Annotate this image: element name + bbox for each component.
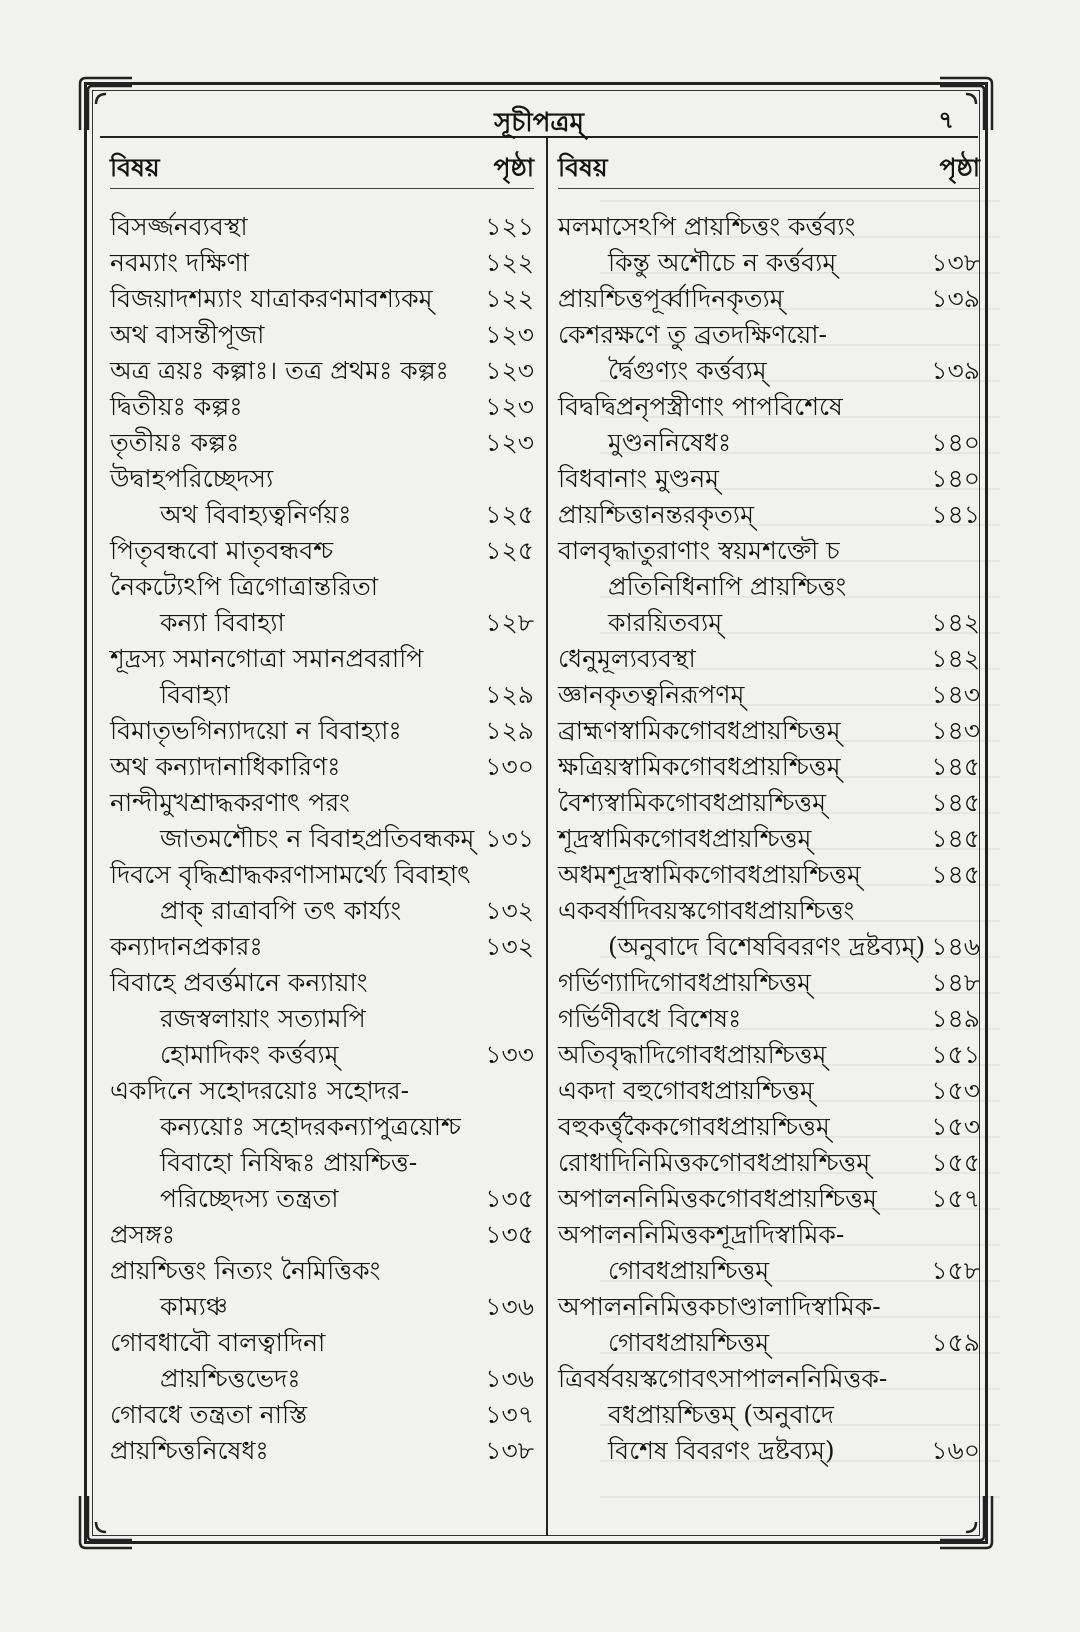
toc-entry-title: কারয়িতব্যম্ [608, 608, 723, 637]
toc-entry-page: ১২২ [485, 284, 534, 313]
toc-entry [558, 641, 980, 677]
toc-entry-title: অপালননিমিত্তকগোবধপ্রায়শ্চিত্তম্ [558, 1184, 877, 1213]
toc-entry [110, 1325, 534, 1397]
toc-entry-title: অতিবৃদ্ধাদিগোবধপ্রায়শ্চিত্তম্ [558, 1040, 827, 1069]
toc-entry-title: রোধাদিনিমিত্তকগোবধপ্রায়শ্চিত্তম্ [558, 1148, 871, 1177]
toc-entry [558, 1217, 980, 1289]
toc-entry-title: অথ বাসন্তীপূজা [110, 320, 265, 349]
toc-entry-title: দ্বিতীয়ঃ কল্পঃ [110, 392, 243, 421]
toc-entry-page: ১২৩ [485, 356, 534, 385]
toc-entry-title: কিন্তু অশৌচে ন কর্ত্তব্যম্ [608, 248, 837, 277]
toc-entry-page: ১২৯ [485, 680, 534, 709]
toc-entry-title: অপালননিমিত্তকশূদ্রাদিস্বামিক- [558, 1220, 845, 1249]
toc-entry [558, 1289, 980, 1361]
toc-entry [558, 497, 980, 533]
toc-entry-title: ত্রিবর্ষবয়স্কগোবৎসাপালননিমিত্তক- [558, 1364, 888, 1393]
toc-entry-title: রজস্বলায়াং সত্যামপি [160, 1004, 366, 1033]
toc-entry-page: ১৩৯ [931, 356, 980, 385]
toc-entry-page: ১২৫ [485, 536, 534, 565]
toc-entry-page: ১৩২ [485, 932, 534, 961]
toc-entry [110, 1073, 534, 1217]
page-number: ৭ [938, 105, 954, 134]
toc-entry-page: ১৫৮ [931, 1256, 980, 1285]
toc-entry-title: তৃতীয়ঃ কল্পঃ [110, 428, 240, 457]
toc-entry [558, 749, 980, 785]
ornament-corner-icon [76, 1492, 136, 1552]
toc-entry-title: অপালননিমিত্তকচাণ্ডালাদিস্বামিক- [558, 1292, 881, 1321]
toc-entry-title: একদা বহুগোবধপ্রায়শ্চিত্তম্ [558, 1076, 814, 1105]
toc-entry-page: ১২৩ [485, 320, 534, 349]
toc-entry-title: কাম্যঞ্চ [160, 1292, 228, 1321]
toc-entry [110, 209, 534, 245]
toc-entry-title: প্রায়শ্চিত্তানন্তরকৃত্যম্ [558, 500, 755, 529]
page-header [100, 96, 978, 138]
toc-entry-title: বিধবানাং মুণ্ডনম্ [558, 464, 720, 493]
toc-entry [110, 857, 534, 929]
toc-entry [558, 713, 980, 749]
toc-entry [110, 929, 534, 965]
toc-entry [558, 461, 980, 497]
toc-entry-page: ১২৩ [485, 392, 534, 421]
toc-entry-title: শূদ্রস্য সমানগোত্রা সমানপ্রবরাপি [110, 644, 424, 673]
toc-entry-title: উদ্বাহপরিচ্ছেদস্য [110, 464, 274, 493]
toc-entry-title: বিবাহে প্রবর্ত্তমানে কন্যায়াং [110, 968, 368, 997]
toc-entry-page: ১৩৫ [485, 1184, 534, 1213]
toc-entry-page: ১৫৩ [931, 1076, 980, 1105]
toc-entry-page: ১৫৫ [931, 1148, 980, 1177]
toc-entry-title: অত্র ত্রয়ঃ কল্পাঃ। তত্র প্রথমঃ কল্পঃ [110, 356, 449, 385]
toc-entry-page: ১৪৫ [931, 752, 980, 781]
toc-entry [558, 785, 980, 821]
page-heading: পৃষ্ঠা [939, 153, 980, 182]
page-heading: পৃষ্ঠা [493, 153, 534, 182]
toc-entry-page: ১৪২ [931, 644, 980, 673]
toc-entry-page: ১৪০ [931, 464, 980, 493]
toc-entry-title: একদিনে সহোদরয়োঃ সহোদর- [110, 1076, 410, 1105]
toc-entry-page: ১৩২ [485, 896, 534, 925]
toc-entry [558, 965, 980, 1001]
toc-entry-page: ১৪৯ [931, 1004, 980, 1033]
toc-entry [110, 389, 534, 425]
toc-entry [110, 569, 534, 641]
toc-entry-title: নান্দীমুখশ্রাদ্ধকরণাৎ পরং [110, 788, 350, 817]
toc-entry-title: গোবধাবৌ বালত্বাদিনা [110, 1328, 326, 1357]
toc-entry-page: ১৪৫ [931, 860, 980, 889]
toc-entry-title: বিজয়াদশম্যাং যাত্রাকরণমাবশ্যকম্ [110, 284, 433, 313]
toc-entry [558, 1181, 980, 1217]
toc-entry [110, 533, 534, 569]
toc-entry [558, 1361, 980, 1469]
toc-entry-page: ১৪৩ [931, 680, 980, 709]
toc-entry-title: কন্যা বিবাহ্যা [160, 608, 285, 637]
toc-entry [558, 1001, 980, 1037]
toc-entry-title: কন্যাদানপ্রকারঃ [110, 932, 263, 961]
toc-entry-title: শূদ্রস্বামিকগোবধপ্রায়শ্চিত্তম্ [558, 824, 812, 853]
toc-entry-title: মলমাসেঽপি প্রায়শ্চিত্তং কর্ত্তব্যং [558, 212, 856, 241]
toc-entry-page: ১৩৮ [931, 248, 980, 277]
toc-entry-title: বিবাহ্যা [160, 680, 230, 709]
toc-entry-title: দিবসে বৃদ্ধিশ্রাদ্ধকরণাসামর্থ্যে বিবাহাৎ [110, 860, 471, 889]
toc-entry-title: কন্যয়োঃ সহোদরকন্যাপুত্রয়োশ্চ [160, 1112, 461, 1141]
toc-entry-page: ১৩১ [485, 824, 534, 853]
ornament-corner-icon [936, 1492, 996, 1552]
toc-entry-title: পরিচ্ছেদস্য তন্ত্রতা [160, 1184, 339, 1213]
toc-entry-title: অধমশূদ্রস্বামিকগোবধপ্রায়শ্চিত্তম্ [558, 860, 861, 889]
toc-entry-page: ১৩৯ [931, 284, 980, 313]
toc-entry-title: বিসর্জ্জনব্যবস্থা [110, 212, 248, 241]
toc-entry-title: নবম্যাং দক্ষিণা [110, 248, 249, 277]
toc-entry-title: গোবধে তন্ত্রতা নাস্তি [110, 1400, 308, 1429]
toc-column-left [110, 144, 534, 1469]
column-header [110, 144, 534, 189]
toc-entry [558, 857, 980, 893]
toc-entry [110, 785, 534, 857]
toc-entry-title: প্রাক্ রাত্রাবপি তৎ কার্য্যং [160, 896, 402, 925]
toc-entry-page: ১৫১ [931, 1040, 980, 1069]
toc-entry [110, 425, 534, 461]
toc-entry-title: প্রায়শ্চিত্তভেদঃ [160, 1364, 301, 1393]
toc-entry [558, 281, 980, 317]
toc-entry-title: গর্ভিণীবধে বিশেষঃ [558, 1004, 742, 1033]
toc-entry-title: বৈশ্যস্বামিকগোবধপ্রায়শ্চিত্তম্ [558, 788, 827, 817]
toc-entry-title: বিমাতৃভগিন্যাদয়ো ন বিবাহ্যাঃ [110, 716, 402, 745]
toc-entry-title: প্রায়শ্চিত্তপূর্ব্বাদিনকৃত্যম্ [558, 284, 784, 313]
toc-entry [558, 1037, 980, 1073]
toc-entry-page: ১৪০ [931, 428, 980, 457]
toc-entry [110, 1433, 534, 1469]
toc-entry [110, 281, 534, 317]
toc-entry-page: ১৩৩ [485, 1040, 534, 1069]
toc-list [110, 209, 534, 1469]
toc-entry-page: ১৬০ [931, 1436, 980, 1465]
toc-entry-title: জ্ঞানকৃতত্বনিরূপণম্ [558, 680, 745, 709]
toc-entry-title: পিতৃবন্ধবো মাতৃবন্ধবশ্চ [110, 536, 334, 565]
toc-column-right [558, 144, 980, 1469]
toc-entry-page: ১৩৬ [485, 1292, 534, 1321]
toc-entry-page: ১২২ [485, 248, 534, 277]
toc-entry [558, 209, 980, 281]
toc-entry-title: ধেনুমূল্যব্যবস্থা [558, 644, 696, 673]
toc-entry-page: ১৪২ [931, 608, 980, 637]
subject-heading: বিষয় [558, 153, 608, 182]
toc-entry [110, 1217, 534, 1253]
toc-entry [110, 317, 534, 353]
toc-entry [558, 821, 980, 857]
toc-entry [110, 1397, 534, 1433]
toc-entry-title: বিদ্বদ্বিপ্রনৃপস্ত্রীণাং পাপবিশেষে [558, 392, 843, 421]
toc-entry-page: ১৩৫ [485, 1220, 534, 1249]
toc-entry [558, 1109, 980, 1145]
toc-entry [558, 893, 980, 965]
toc-entry-page: ১৪৩ [931, 716, 980, 745]
toc-entry-title: মুণ্ডননিষেধঃ [608, 428, 732, 457]
toc-entry-title: প্রায়শ্চিত্তনিষেধঃ [110, 1436, 269, 1465]
toc-entry [558, 317, 980, 389]
toc-list [558, 209, 980, 1469]
toc-entry-title: বিবাহো নিষিদ্ধঃ প্রায়শ্চিত্ত- [160, 1148, 418, 1177]
toc-entry-page: ১২৩ [485, 428, 534, 457]
toc-entry-page: ১৪৫ [931, 788, 980, 817]
toc-entry-title: প্রসঙ্গঃ [110, 1220, 176, 1249]
toc-entry-page: ১৩৭ [485, 1400, 534, 1429]
column-divider [546, 138, 548, 1536]
toc-entry [558, 677, 980, 713]
toc-entry-title: র্দ্বৈগুণ্যং কর্ত্তব্যম্ [608, 356, 767, 385]
toc-entry-title: জাতমশৌচং ন বিবাহপ্রতিবন্ধকম্ [160, 824, 475, 853]
toc-entry [558, 533, 980, 641]
toc-entry [558, 389, 980, 461]
toc-entry-title: কেশরক্ষণে তু ব্রতদক্ষিণয়ো- [558, 320, 827, 349]
toc-entry [110, 713, 534, 749]
toc-entry-page: ১২৯ [485, 716, 534, 745]
subject-heading: বিষয় [110, 153, 160, 182]
toc-entry-page: ১৪১ [931, 500, 980, 529]
toc-entry-title: ক্ষত্রিয়স্বামিকগোবধপ্রায়শ্চিত্তম্ [558, 752, 841, 781]
toc-entry [110, 641, 534, 713]
toc-entry-page: ১৩৮ [485, 1436, 534, 1465]
toc-entry [558, 1073, 980, 1109]
toc-entry [110, 461, 534, 533]
toc-entry-page: ১৪৮ [931, 968, 980, 997]
toc-entry-title: বহুকর্ত্তৃকৈকগোবধপ্রায়শ্চিত্তম্ [558, 1112, 830, 1141]
toc-entry [110, 749, 534, 785]
toc-entry-title: প্রতিনিধিনাপি প্রায়শ্চিত্তং [608, 572, 847, 601]
toc-entry-title: হোমাদিকং কর্ত্তব্যম্ [160, 1040, 339, 1069]
toc-entry-title: অথ বিবাহ্যত্বনির্ণয়ঃ [160, 500, 352, 529]
toc-entry-title: (অনুবাদে বিশেষবিবরণং দ্রষ্টব্যম্) [608, 932, 926, 961]
toc-entry [110, 245, 534, 281]
toc-entry-page: ১৩৬ [485, 1364, 534, 1393]
toc-entry-title: গোবধপ্রায়শ্চিত্তম্ [608, 1328, 770, 1357]
toc-entry-page: ১২৮ [485, 608, 534, 637]
toc-entry-title: ব্রাহ্মণস্বামিকগোবধপ্রায়শ্চিত্তম্ [558, 716, 841, 745]
column-header [558, 144, 980, 189]
toc-entry-title: বালবৃদ্ধাতুরাণাং স্বয়মশক্তৌ চ [558, 536, 840, 565]
toc-entry-page: ১৪৬ [931, 932, 980, 961]
toc-entry-page: ১৪৫ [931, 824, 980, 853]
toc-entry-title: বিশেষ বিবরণং দ্রষ্টব্যম্) [608, 1436, 835, 1465]
toc-entry-page: ১৫৩ [931, 1112, 980, 1141]
toc-entry [110, 1253, 534, 1325]
toc-entry-page: ১২৫ [485, 500, 534, 529]
toc-entry-title: গোবধপ্রায়শ্চিত্তম্ [608, 1256, 770, 1285]
toc-entry-title: অথ কন্যাদানাধিকারিণঃ [110, 752, 341, 781]
toc-entry [110, 965, 534, 1073]
toc-entry-title: নৈকট্যেঽপি ত্রিগোত্রান্তরিতা [110, 572, 379, 601]
toc-entry-title: একবর্ষাদিবয়স্কগোবধপ্রায়শ্চিত্তং [558, 896, 855, 925]
toc-entry-title: প্রায়শ্চিত্তং নিত্যং নৈমিত্তিকং [110, 1256, 381, 1285]
toc-entry-page: ১৩০ [485, 752, 534, 781]
toc-entry-page: ১৫৯ [931, 1328, 980, 1357]
toc-entry [558, 1145, 980, 1181]
toc-entry-title: বধপ্রায়শ্চিত্তম্ (অনুবাদে [608, 1400, 834, 1429]
toc-entry [110, 353, 534, 389]
page-title: সূচীপত্রম্ [494, 108, 584, 138]
toc-entry-page: ১২১ [485, 212, 534, 241]
toc-entry-page: ১৫৭ [931, 1184, 980, 1213]
toc-entry-title: গর্ভিণ্যাদিগোবধপ্রায়শ্চিত্তম্ [558, 968, 812, 997]
